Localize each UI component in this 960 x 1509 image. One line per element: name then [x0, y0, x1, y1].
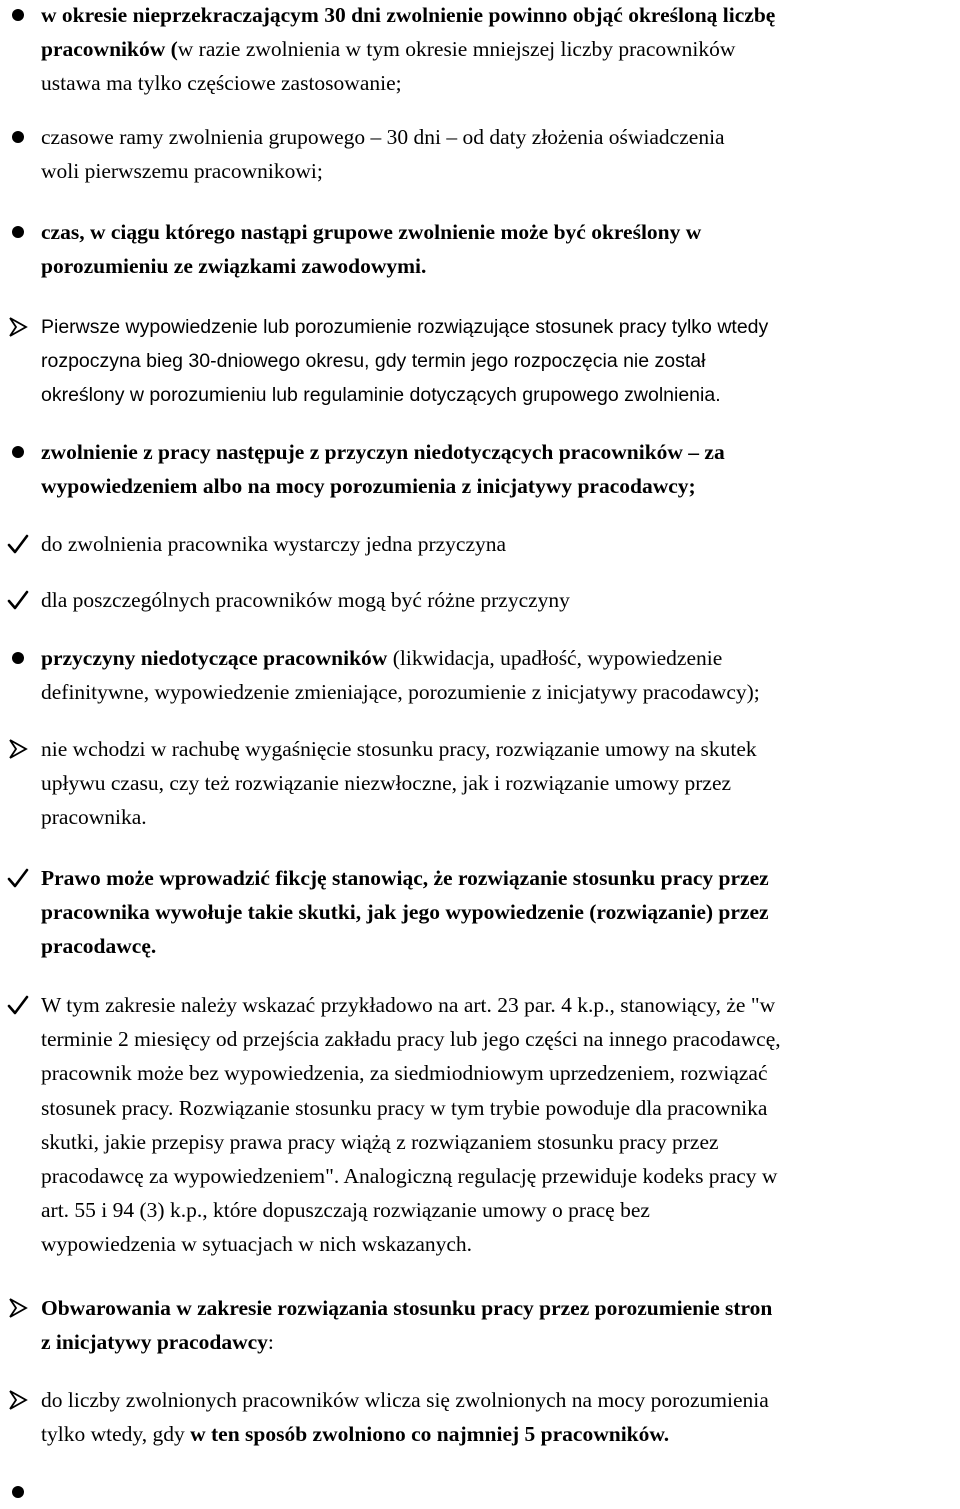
text-line	[41, 215, 956, 249]
text-run: (likwidacja, upadłość, wypowiedzenie	[387, 646, 723, 670]
list-item-text	[41, 583, 956, 617]
text-line	[41, 435, 956, 469]
bullet-icon	[3, 1475, 33, 1509]
text-line	[41, 1325, 956, 1359]
list-item-text	[41, 1383, 956, 1451]
text-run: :	[267, 1330, 274, 1355]
text-run: pracodawcę za wypowiedzeniem". Analogiczną regulację przewiduje kodeks pracy w	[41, 1163, 778, 1188]
text-line	[41, 310, 956, 344]
text-line	[41, 641, 956, 675]
bold-text-run: przyczyny niedotyczące pracowników	[41, 646, 388, 670]
text-line	[41, 378, 956, 412]
text-line	[41, 1291, 956, 1325]
list-item-text	[41, 310, 956, 413]
list-item-text	[41, 641, 956, 709]
list-item-text	[41, 861, 956, 964]
text-line	[41, 344, 956, 378]
text-line	[41, 583, 956, 617]
text-line	[41, 988, 956, 1022]
list-item-text	[41, 988, 956, 1262]
list-item-text	[41, 527, 956, 561]
bullet-icon	[3, 0, 33, 32]
arrowhead-bullet-icon	[3, 1383, 33, 1417]
bold-text-run: pracowników (	[41, 37, 178, 62]
bullet-icon	[3, 215, 33, 249]
text-run: określony w porozumieniu lub regulaminie dotyczących grupowego zwolnienia.	[41, 384, 721, 407]
text-line	[41, 675, 956, 709]
text-run: woli pierwszemu pracownikowi;	[41, 159, 323, 184]
text-run: terminie 2 miesięcy od przejścia zakładu pracy lub jego części na innego pracodawcę,	[41, 1027, 781, 1052]
bullet-icon	[3, 435, 33, 469]
text-line	[41, 527, 956, 561]
list-item-text	[41, 1291, 956, 1359]
checkmark-bullet-icon	[3, 861, 33, 895]
text-run: Pierwsze wypowiedzenie lub porozumienie rozwiązujące stosunek pracy tylko wtedy	[41, 316, 769, 338]
text-run: upływu czasu, czy też rozwiązanie niezwłoczne, jak i rozwiązanie umowy przez	[41, 771, 732, 796]
text-line	[41, 154, 956, 188]
text-line	[41, 1193, 956, 1227]
text-run: W tym zakresie należy wskazać przykładowo na art. 23 par. 4 k.p., stanowiący, że "w	[41, 993, 776, 1017]
checkmark-bullet-icon	[3, 583, 33, 617]
text-run: ustawa ma tylko częściowe zastosowanie;	[41, 71, 402, 96]
bold-text-run: Prawo może wprowadzić fikcję stanowiąc, że rozwiązanie stosunku pracy przez	[41, 866, 769, 890]
list-item-text	[41, 732, 956, 835]
text-run: czasowe ramy zwolnienia grupowego – 30 dni – od daty złożenia oświadczenia	[41, 125, 725, 149]
bullet-icon	[3, 120, 33, 154]
text-run: art. 55 i 94 (3) k.p., które dopuszczają rozwiązanie umowy o pracę bez	[41, 1198, 650, 1223]
text-line	[41, 1022, 956, 1056]
list-item-text	[41, 0, 956, 101]
arrowhead-bullet-icon	[3, 732, 33, 766]
bold-text-run: pracownika wywołuje takie skutki, jak jego wypowiedzenie (rozwiązanie) przez	[41, 900, 769, 925]
text-line	[41, 861, 956, 895]
bold-text-run: pracodawcę.	[41, 934, 157, 959]
text-run: pracownik może bez wypowiedzenia, za siedmiodniowym uprzedzeniem, rozwiązać	[41, 1061, 768, 1086]
text-line	[41, 0, 956, 32]
text-line	[41, 32, 956, 66]
bold-text-run: zwolnienie z pracy następuje z przyczyn niedotyczących pracowników – za	[41, 440, 725, 464]
bold-text-run: w okresie nieprzekraczającym 30 dni zwolnienie powinno objąć określoną liczbę	[41, 3, 776, 27]
text-line	[41, 766, 956, 800]
text-line	[41, 1091, 956, 1125]
text-line	[41, 929, 956, 963]
text-line	[41, 1125, 956, 1159]
text-line	[41, 1417, 956, 1451]
bold-text-run: porozumieniu ze związkami zawodowymi.	[41, 254, 427, 279]
text-run: skutki, jakie przepisy prawa pracy wiążą z rozwiązaniem stosunku pracy przez	[41, 1129, 719, 1154]
bold-text-run: z inicjatywy pracodawcy	[41, 1330, 268, 1355]
checkmark-bullet-icon	[3, 527, 33, 561]
text-run: w razie zwolnienia w tym okresie mniejszej liczby pracowników	[177, 37, 736, 62]
bold-text-run: czas, w ciągu którego nastąpi grupowe zwolnienie może być określony w	[41, 220, 702, 244]
checkmark-bullet-icon	[3, 988, 33, 1022]
text-run: definitywne, wypowiedzenie zmieniające, porozumienie z inicjatywy pracodawcy);	[41, 680, 760, 705]
arrowhead-bullet-icon	[3, 1291, 33, 1325]
text-run: rozpoczyna bieg 30-dniowego okresu, gdy termin jego rozpoczęcia nie został	[41, 350, 706, 373]
text-run: stosunek pracy. Rozwiązanie stosunku pracy w tym trybie powoduje dla pracownika	[41, 1095, 768, 1120]
text-line	[41, 1383, 956, 1417]
text-line	[41, 800, 956, 834]
text-line	[41, 732, 956, 766]
list-item-text	[41, 120, 956, 188]
text-line	[41, 469, 956, 503]
bold-text-run: w ten sposób zwolniono co najmniej 5 pracowników.	[190, 1422, 670, 1447]
text-run: do liczby zwolnionych pracowników wlicza się zwolnionych na mocy porozumienia	[41, 1388, 769, 1412]
text-run: wypowiedzenia w sytuacjach w nich wskazanych.	[41, 1232, 473, 1257]
text-run: dla poszczególnych pracowników mogą być różne przyczyny	[41, 588, 570, 612]
text-run: do zwolnienia pracownika wystarczy jedna przyczyna	[41, 532, 507, 556]
bold-text-run: wypowiedzeniem albo na mocy porozumienia z inicjatywy pracodawcy;	[41, 474, 696, 499]
text-line	[41, 249, 956, 283]
text-line	[41, 1056, 956, 1090]
bold-text-run: Obwarowania w zakresie rozwiązania stosunku pracy przez porozumienie stron	[41, 1296, 773, 1320]
arrowhead-bullet-icon	[3, 310, 33, 344]
text-line	[41, 895, 956, 929]
text-run: nie wchodzi w rachubę wygaśnięcie stosunku pracy, rozwiązanie umowy na skutek	[41, 737, 757, 761]
list-item-text	[41, 435, 956, 503]
bullet-icon	[3, 641, 33, 675]
text-line	[41, 1159, 956, 1193]
text-run: tylko wtedy, gdy	[41, 1422, 191, 1447]
list-item-text	[41, 215, 956, 283]
text-run: pracownika.	[41, 805, 147, 830]
text-line	[41, 120, 956, 154]
text-line	[41, 66, 956, 100]
text-line	[41, 1227, 956, 1261]
